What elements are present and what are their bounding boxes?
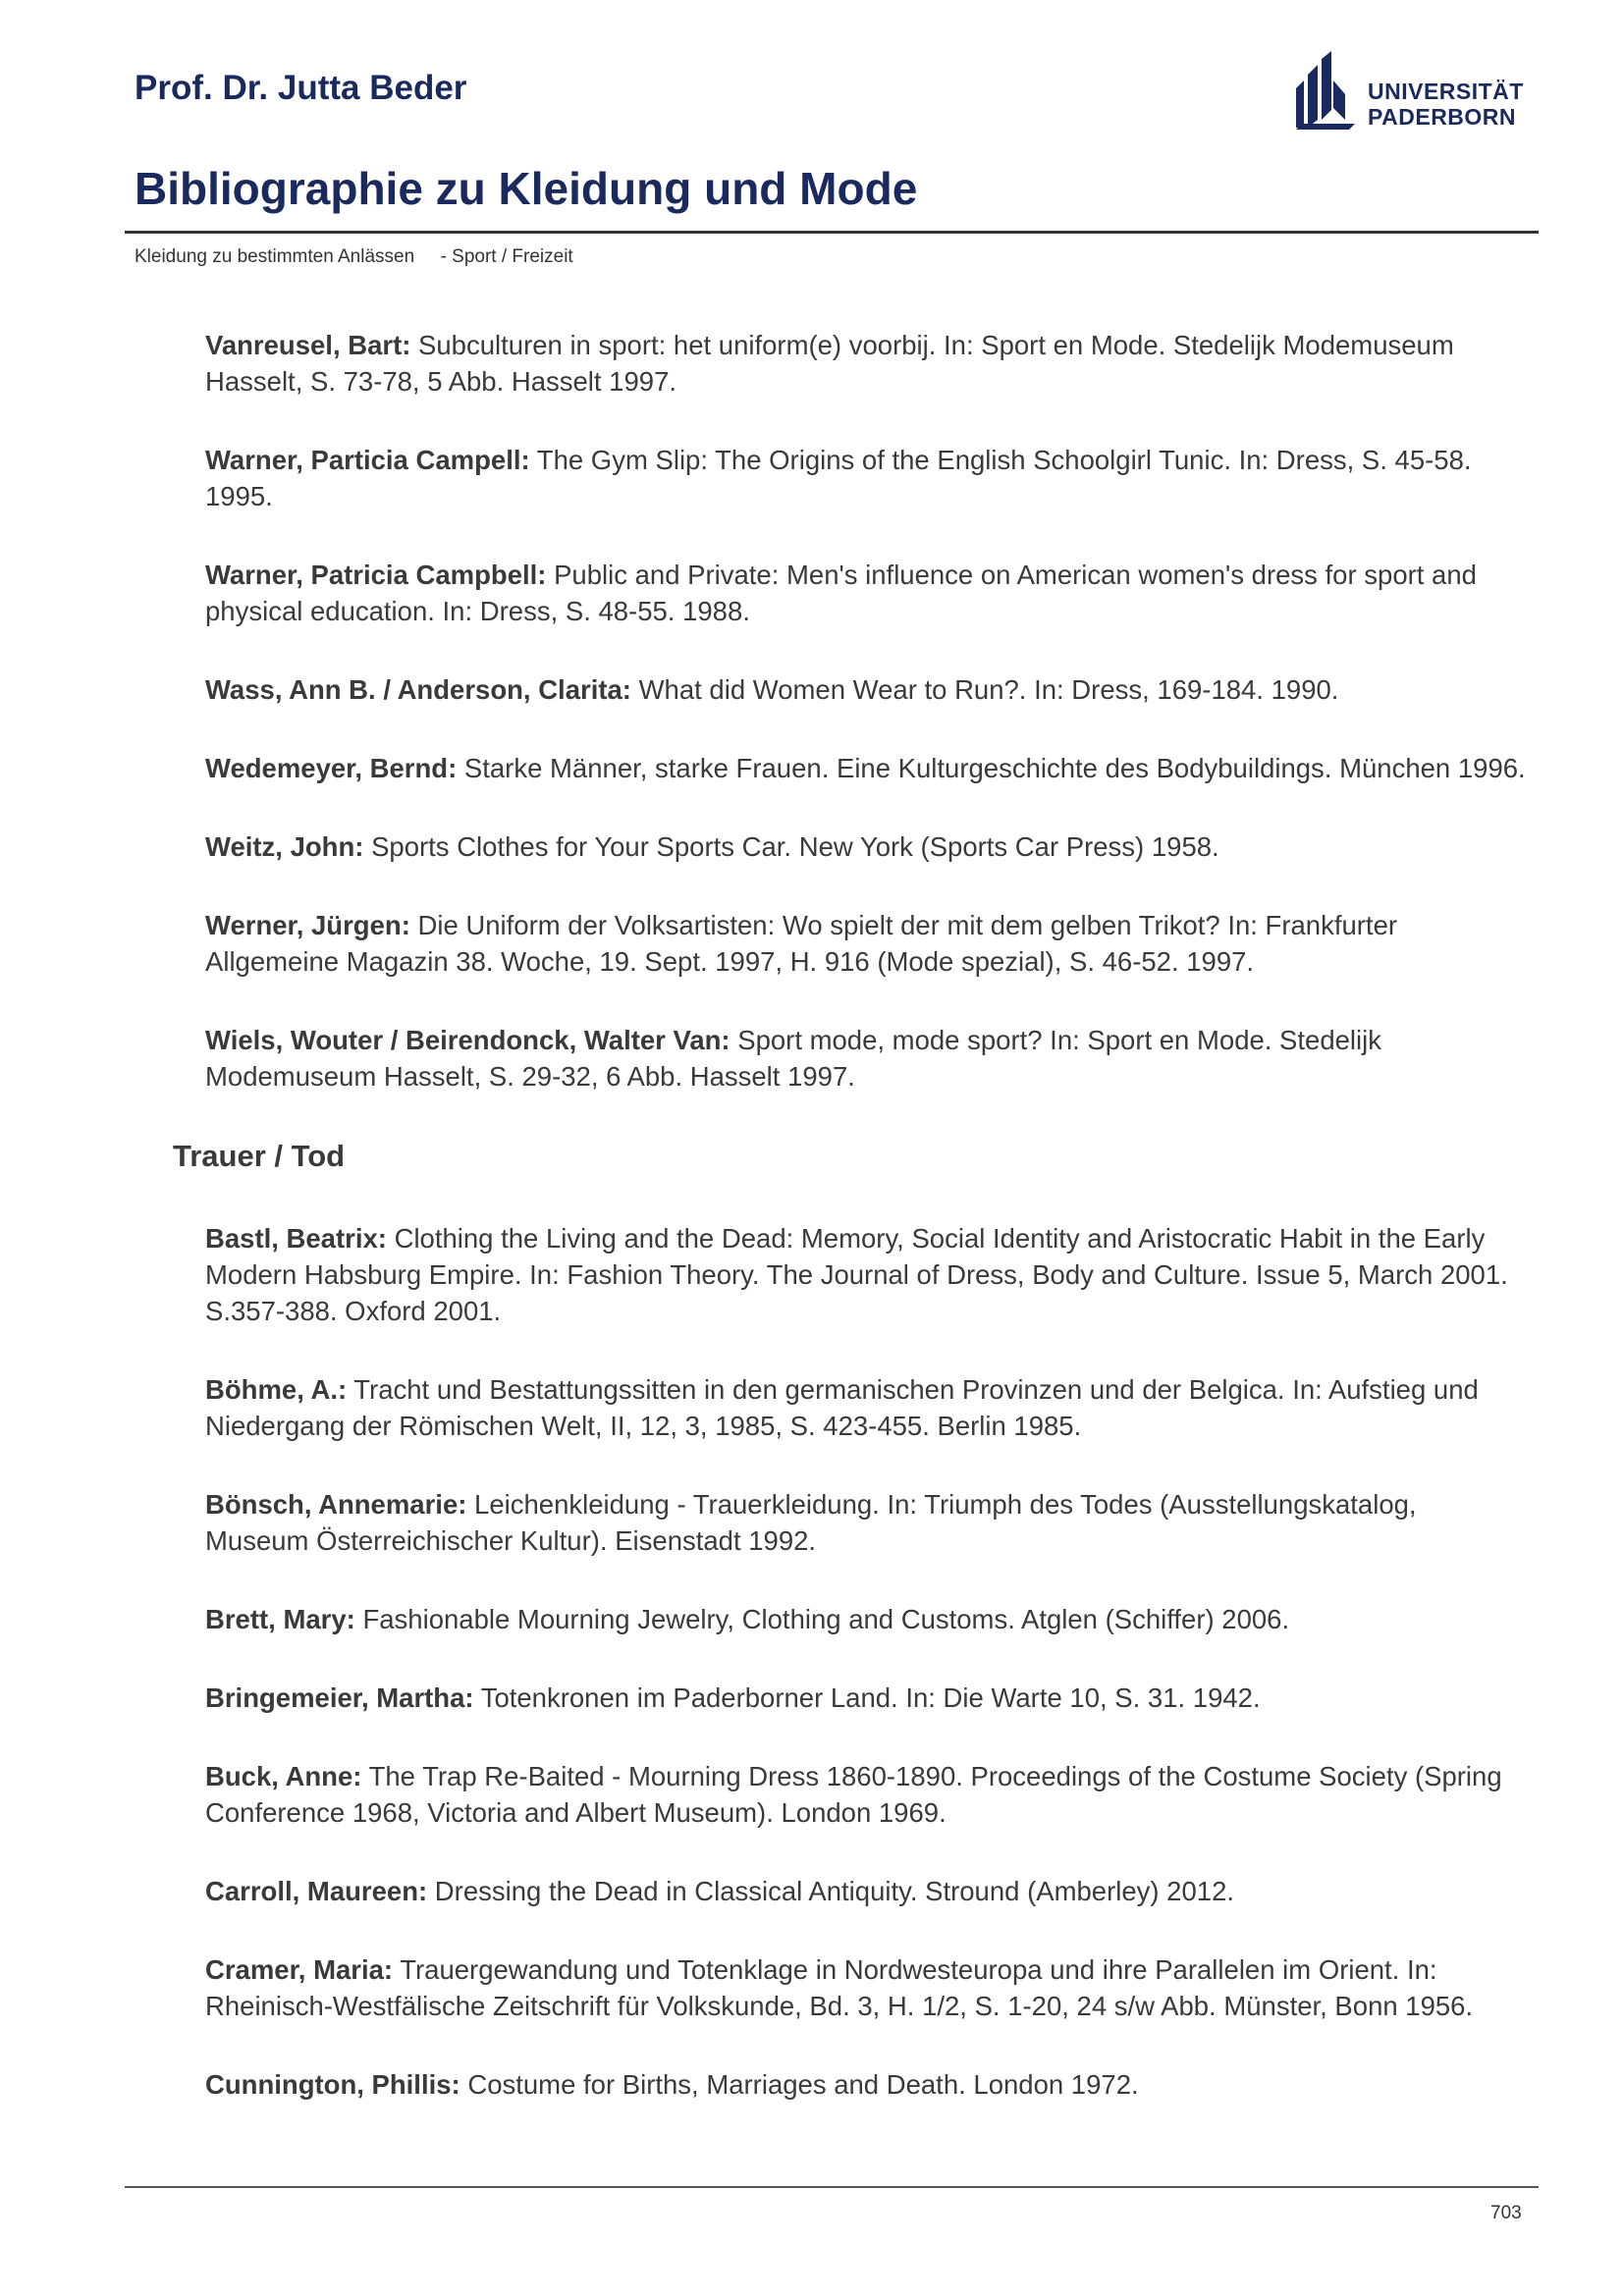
entry-author: Böhme, A.: [205, 1374, 348, 1405]
sport-entry-list [0, 327, 1623, 1095]
entry-text: The Trap Re-Baited - Mourning Dress 1860-1890. Proceedings of the Costume Society (Spring Conference 1968, Victoria and Albert Museum). London 1969. [205, 1761, 1502, 1828]
header-divider [125, 231, 1539, 234]
entry-author: Vanreusel, Bart: [205, 330, 411, 360]
entry-text: Trauergewandung und Totenklage in Nordwesteuropa und ihre Parallelen im Orient. In: Rheinisch-Westfälische Zeitschrift für Volkskunde, Bd. 3, H. 1/2, S. 1-20, 24 s/w Abb. Münster, Bonn 1956. [205, 1954, 1474, 2021]
bibliography-entry [205, 442, 1526, 514]
entry-text: Totenkronen im Paderborner Land. In: Die Warte 10, S. 31. 1942. [473, 1682, 1261, 1713]
university-logo-text [1368, 79, 1524, 130]
breadcrumb: Kleidung zu bestimmten Anlässen - Sport / Freizeit [135, 246, 573, 267]
entry-author: Bastl, Beatrix: [205, 1223, 387, 1254]
page-author: Prof. Dr. Jutta Beder [135, 69, 467, 107]
entry-author: Bringemeier, Martha: [205, 1682, 474, 1713]
entry-text: Sports Clothes for Your Sports Car. New York (Sports Car Press) 1958. [363, 831, 1219, 862]
bibliography-entry [205, 1371, 1526, 1444]
entry-author: Cunnington, Phillis: [205, 2069, 460, 2100]
entry-text: Clothing the Living and the Dead: Memory, Social Identity and Aristocratic Habit in the Early Modern Habsburg Empire. In: Fashion Theory. The Journal of Dress, Body and Culture. Issue 5, March 2001. S.357-388. Oxford 2001. [205, 1223, 1508, 1326]
entry-author: Wedemeyer, Bernd: [205, 753, 458, 783]
entry-author: Wass, Ann B. / Anderson, Clarita: [205, 674, 631, 705]
entry-text: Dressing the Dead in Classical Antiquity. Stround (Amberley) 2012. [427, 1876, 1235, 1906]
page-number: 703 [1490, 2203, 1522, 2223]
entry-text: Sport mode, mode sport? In: Sport en Mode. Stedelijk Modemuseum Hasselt, S. 29-32, 6 Abb. Hasselt 1997. [205, 1025, 1382, 1092]
entry-author: Carroll, Maureen: [205, 1876, 428, 1906]
bibliography-entry [205, 1601, 1526, 1637]
entry-author: Weitz, John: [205, 831, 364, 862]
entry-text: Tracht und Bestattungssitten in den germanischen Provinzen und der Belgica. In: Aufstieg und Niedergang der Römischen Welt, II, 12, 3, 1985, S. 423-455. Berlin 1985. [205, 1374, 1479, 1441]
entry-text: The Gym Slip: The Origins of the English Schoolgirl Tunic. In: Dress, S. 45-58. 1995. [205, 445, 1472, 511]
logo-line-1: UNIVERSITÄT [1368, 79, 1524, 104]
entry-author: Brett, Mary: [205, 1604, 355, 1634]
section-heading-trauer: Trauer / Tod [173, 1139, 346, 1173]
entry-author: Wiels, Wouter / Beirendonck, Walter Van: [205, 1025, 730, 1055]
trauer-entry-list [0, 1220, 1623, 2103]
entry-text: Fashionable Mourning Jewelry, Clothing and Customs. Atglen (Schiffer) 2006. [354, 1604, 1290, 1634]
university-logo [1294, 51, 1530, 132]
entry-text: Subculturen in sport: het uniform(e) voorbij. In: Sport en Mode. Stedelijk Modemuseum Hasselt, S. 73-78, 5 Abb. Hasselt 1997. [205, 330, 1454, 397]
entry-text: Costume for Births, Marriages and Death. London 1972. [460, 2069, 1139, 2100]
bibliography-entry [205, 2066, 1526, 2103]
footer-divider [125, 2186, 1539, 2188]
entry-text: Leichenkleidung - Trauerkleidung. In: Triumph des Todes (Ausstellungskatalog, Museum Österreichischer Kultur). Eisenstadt 1992. [205, 1489, 1417, 1556]
bibliography-entry [205, 1951, 1526, 2024]
entry-text: Die Uniform der Volksartisten: Wo spielt der mit dem gelben Trikot? In: Frankfurter Allgemeine Magazin 38. Woche, 19. Sept. 1997, H. 916 (Mode spezial), S. 46-52. 1997. [205, 910, 1398, 977]
bibliography-entry [205, 907, 1526, 980]
entry-author: Warner, Particia Campell: [205, 445, 530, 475]
bibliography-entry [205, 1758, 1526, 1831]
logo-line-2: PADERBORN [1368, 104, 1517, 130]
bibliography-entry [205, 1022, 1526, 1095]
entry-author: Bönsch, Annemarie: [205, 1489, 467, 1520]
entry-text: Starke Männer, starke Frauen. Eine Kulturgeschichte des Bodybuildings. München 1996. [457, 753, 1526, 783]
entry-author: Cramer, Maria: [205, 1954, 394, 1985]
bibliography-content [0, 327, 1623, 2145]
bibliography-entry [205, 557, 1526, 629]
bibliography-entry [205, 327, 1526, 400]
page-title: Bibliographie zu Kleidung und Mode [135, 163, 918, 214]
bibliography-entry [205, 1486, 1526, 1559]
bibliography-entry [205, 750, 1526, 786]
entry-author: Buck, Anne: [205, 1761, 362, 1791]
university-logo-icon [1294, 51, 1357, 132]
bibliography-entry [205, 671, 1526, 708]
entry-text: Public and Private: Men's influence on American women's dress for sport and physical education. In: Dress, S. 48-55. 1988. [205, 560, 1477, 626]
bibliography-entry [205, 1873, 1526, 1909]
entry-text: What did Women Wear to Run?. In: Dress, 169-184. 1990. [630, 674, 1339, 705]
bibliography-entry [205, 1680, 1526, 1716]
bibliography-entry [205, 1220, 1526, 1329]
entry-author: Werner, Jürgen: [205, 910, 410, 940]
bibliography-entry [205, 828, 1526, 865]
entry-author: Warner, Patricia Campbell: [205, 560, 547, 590]
